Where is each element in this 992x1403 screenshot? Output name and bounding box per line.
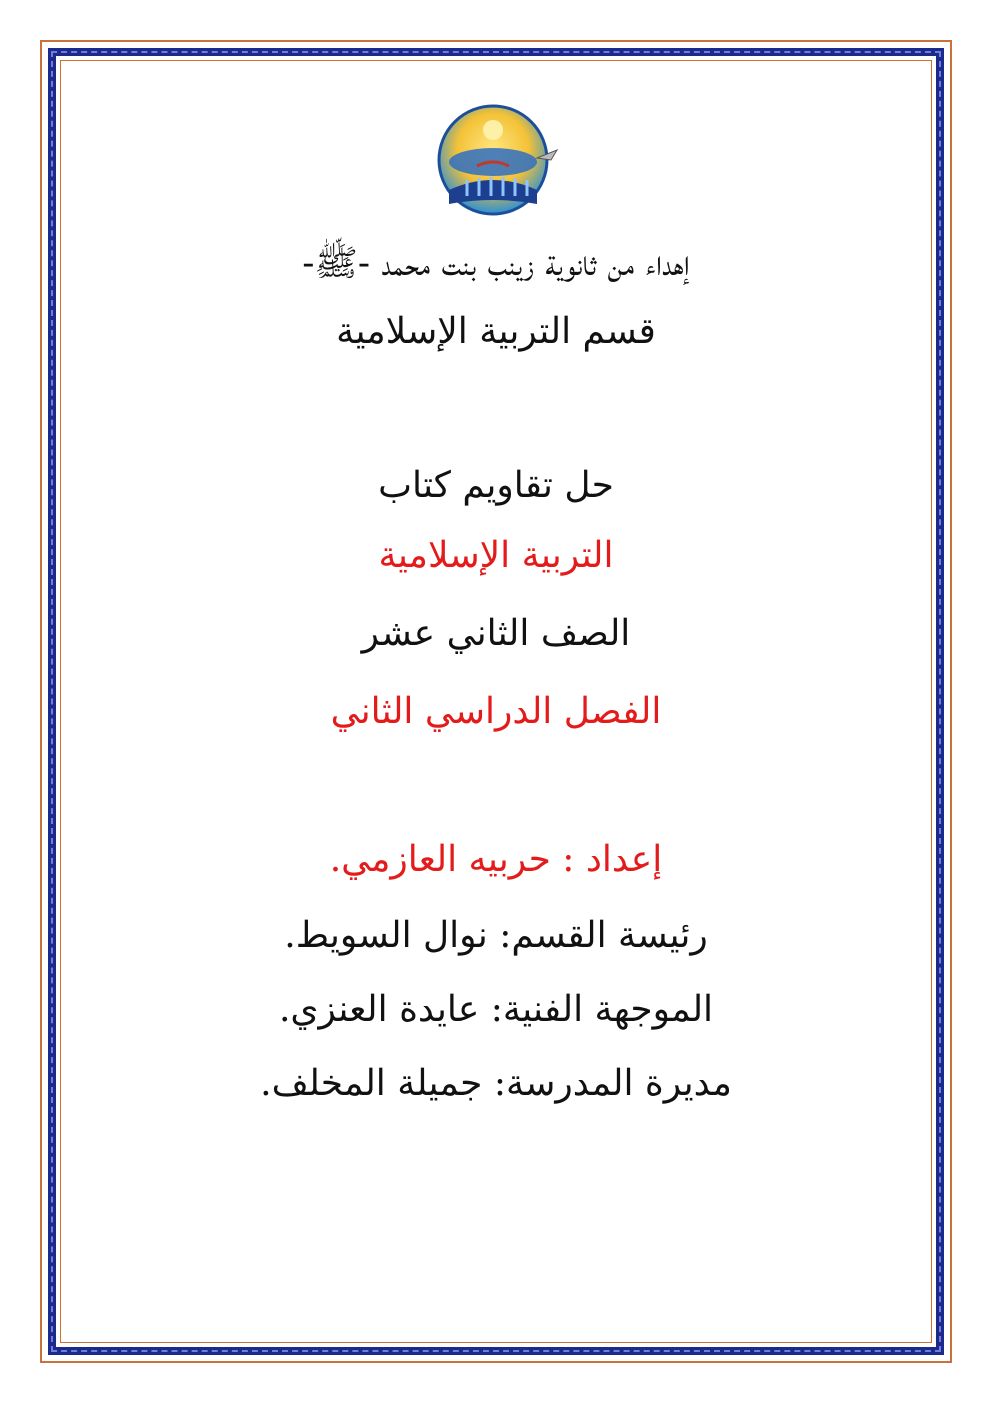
department-line: قسم التربية الإسلامية bbox=[336, 311, 656, 352]
grade-line: الصف الثاني عشر bbox=[361, 613, 631, 654]
school-emblem-icon bbox=[429, 100, 563, 218]
supervisor-line: الموجهة الفنية: عايدة العنزي. bbox=[278, 989, 714, 1030]
subject-line: التربية الإسلامية bbox=[378, 535, 614, 576]
prepared-by-line: إعداد : حربيه العازمي. bbox=[329, 839, 663, 880]
dedication-line: إهداء من ثانوية زينب بنت محمد -ﷺ- bbox=[302, 243, 690, 284]
semester-line: الفصل الدراسي الثاني bbox=[330, 691, 662, 732]
title-line: حل تقاويم كتاب bbox=[378, 465, 614, 506]
head-of-department-line: رئيسة القسم: نوال السويط. bbox=[284, 915, 708, 956]
principal-line: مديرة المدرسة: جميلة المخلف. bbox=[260, 1063, 732, 1104]
